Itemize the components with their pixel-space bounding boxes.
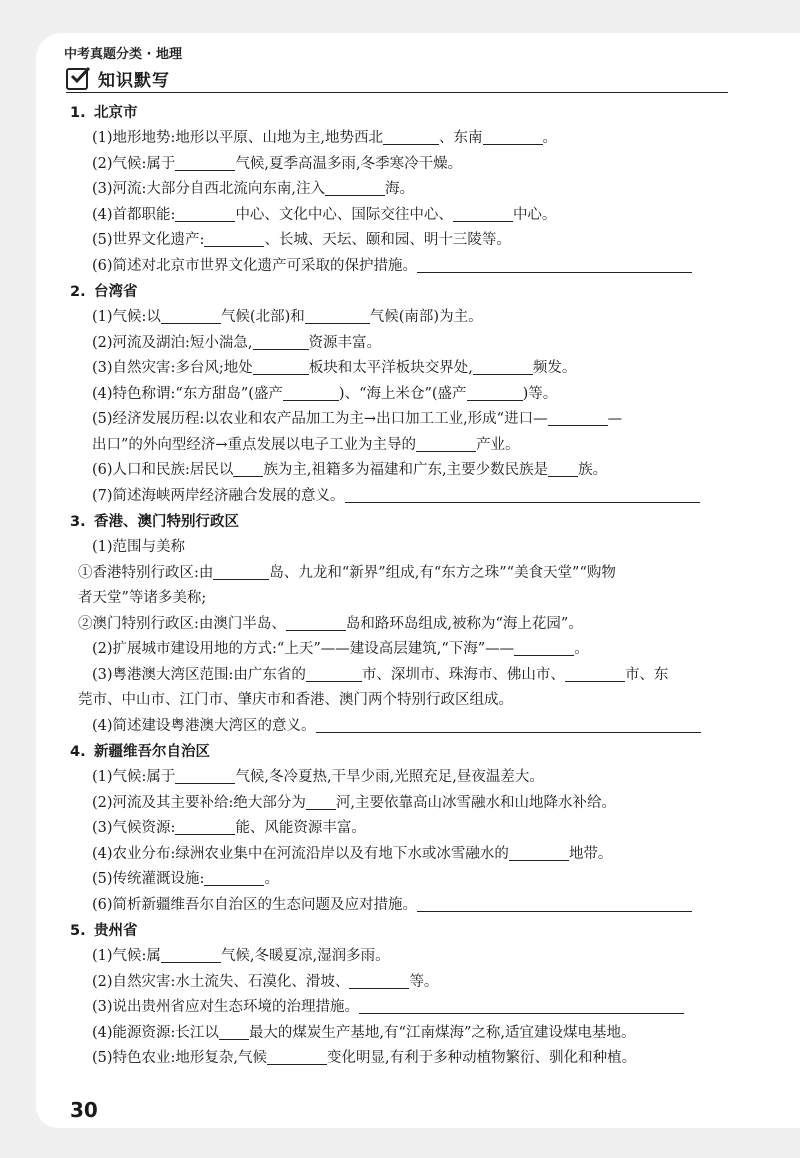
- question-2-4: (4)特色称谓:“东方甜岛”(盛产 )、“海上米仓”(盛产 )等。: [92, 385, 558, 402]
- question-3-1-macau: ②澳门特别行政区:由澳门半岛、 岛和路环岛组成,被称为“海上花园”。: [78, 615, 583, 632]
- answer-blank[interactable]: [548, 460, 578, 477]
- answer-line[interactable]: [417, 895, 692, 912]
- question-5-5: (5)特色农业:地形复杂,气候 变化明显,有利于多种动植物繁衍、驯化和种植。: [92, 1050, 637, 1066]
- question-1-4: (4)首都职能: 中心、文化中心、国际交往中心、 中心。: [92, 206, 557, 223]
- answer-blank[interactable]: [175, 205, 235, 222]
- answer-blank[interactable]: [267, 1048, 327, 1065]
- question-1-1: (1)地形地势:地形以平原、山地为主,地势西北 、东南 。: [92, 130, 558, 146]
- answer-blank[interactable]: [253, 358, 309, 375]
- answer-blank[interactable]: [473, 358, 533, 375]
- answer-blank[interactable]: [219, 1023, 249, 1040]
- answer-blank[interactable]: [204, 869, 264, 886]
- answer-blank[interactable]: [175, 154, 235, 171]
- answer-line[interactable]: [417, 256, 692, 273]
- question-3-1-hk: ①香港特别行政区:由 岛、九龙和“新界”组成,有“东方之珠”“美食天堂”“购物: [78, 564, 616, 581]
- question-2-2: (2)河流及湖泊:短小湍急, 资源丰富。: [92, 334, 382, 351]
- question-4-4: (4)农业分布:绿洲农业集中在河流沿岸以及有地下水或冰雪融水的 地带。: [92, 845, 613, 862]
- question-5-2: (2)自然灾害:水土流失、石漠化、滑坡、 等。: [92, 973, 439, 990]
- answer-blank[interactable]: [383, 128, 439, 145]
- question-4-3: (3)气候资源: 能、风能资源丰富。: [92, 820, 366, 836]
- answer-blank[interactable]: [565, 665, 625, 682]
- answer-blank[interactable]: [253, 333, 309, 350]
- answer-blank[interactable]: [233, 460, 263, 477]
- answer-blank[interactable]: [467, 384, 523, 401]
- question-2-1: (1)气候:以 气候(北部)和 气候(南部)为主。: [92, 309, 483, 325]
- answer-line[interactable]: [316, 716, 701, 733]
- question-5-3: (3)说出贵州省应对生态环境的治理措施。: [70, 995, 734, 1021]
- section-1-title: 1. 北京市: [70, 105, 138, 121]
- running-header: 中考真题分类 · 地理: [64, 47, 182, 62]
- answer-blank[interactable]: [204, 230, 264, 247]
- section-3-title: 3. 香港、澳门特别行政区: [70, 514, 239, 530]
- answer-blank[interactable]: [325, 179, 385, 196]
- answer-blank[interactable]: [306, 665, 362, 682]
- question-4-1: (1)气候:属于 气候,冬冷夏热,干旱少雨,光照充足,昼夜温差大。: [92, 769, 544, 785]
- question-3-2: (2)扩展城市建设用地的方式:“上天”——建设高层建筑,“下海”—— 。: [92, 641, 589, 657]
- answer-blank[interactable]: [483, 128, 543, 145]
- heading-title: 知识默写: [98, 71, 170, 91]
- checkbox-check-icon: [66, 68, 88, 90]
- answer-blank[interactable]: [548, 409, 608, 426]
- question-3-1-hk-cont: 者天堂”等诸多美称;: [78, 590, 207, 606]
- section-2-title: 2. 台湾省: [70, 284, 138, 300]
- answer-blank[interactable]: [175, 818, 235, 835]
- answer-blank[interactable]: [286, 614, 346, 631]
- answer-blank[interactable]: [514, 639, 574, 656]
- section-5-title: 5. 贵州省: [70, 923, 138, 939]
- answer-blank[interactable]: [416, 435, 476, 452]
- section-4-title: 4. 新疆维吾尔自治区: [70, 744, 210, 760]
- answer-blank[interactable]: [509, 844, 569, 861]
- question-4-5: (5)传统灌溉设施: 。: [92, 871, 279, 887]
- question-2-7: (7)简述海峡两岸经济融合发展的意义。: [70, 484, 734, 510]
- question-5-1: (1)气候:属 气候,冬暖夏凉,湿润多雨。: [92, 948, 390, 964]
- exercise-content: [70, 100, 734, 1072]
- answer-blank[interactable]: [161, 307, 221, 324]
- question-5-4: (4)能源资源:长江以 最大的煤炭生产基地,有“江南煤海”之称,适宜建设煤电基地。: [92, 1024, 636, 1041]
- question-3-4: (4)简述建设粤港澳大湾区的意义。: [70, 714, 734, 740]
- answer-blank[interactable]: [306, 793, 336, 810]
- question-4-6: (6)简析新疆维吾尔自治区的生态问题及应对措施。: [70, 893, 734, 919]
- answer-blank[interactable]: [213, 563, 269, 580]
- question-2-6: (6)人口和民族:居民以 族为主,祖籍多为福建和广东,主要少数民族是 族。: [92, 462, 608, 478]
- answer-blank[interactable]: [453, 205, 513, 222]
- answer-blank[interactable]: [175, 767, 235, 784]
- page-number: 30: [70, 1098, 98, 1122]
- answer-line[interactable]: [359, 997, 684, 1014]
- answer-blank[interactable]: [283, 384, 339, 401]
- question-1-6: (6)简述对北京市世界文化遗产可采取的保护措施。: [70, 254, 734, 280]
- section-heading: [66, 64, 728, 93]
- question-4-2: (2)河流及其主要补给:绝大部分为 河,主要依靠高山冰雪融水和山地降水补给。: [92, 794, 617, 811]
- question-2-5: (5)经济发展历程:以农业和农产品加工为主→出口加工工业,形成“进口— —: [92, 411, 623, 427]
- answer-line[interactable]: [345, 486, 700, 503]
- question-1-3: (3)河流:大部分自西北流向东南,注入 海。: [92, 181, 415, 197]
- answer-blank[interactable]: [349, 972, 409, 989]
- question-2-5-cont: 出口”的外向型经济→重点发展以电子工业为主导的 产业。: [92, 436, 520, 453]
- question-2-3: (3)自然灾害:多台风;地处 板块和太平洋板块交界处, 频发。: [92, 360, 577, 376]
- question-3-3: (3)粤港澳大湾区范围:由广东省的 市、深圳市、珠海市、佛山市、 市、东: [92, 666, 669, 683]
- question-1-5: (5)世界文化遗产: 、长城、天坛、颐和园、明十三陵等。: [92, 232, 511, 248]
- answer-blank[interactable]: [305, 307, 370, 324]
- question-3-1: (1)范围与美称: [92, 539, 186, 555]
- answer-blank[interactable]: [161, 946, 221, 963]
- question-1-2: (2)气候:属于 气候,夏季高温多雨,冬季寒冷干燥。: [92, 155, 463, 172]
- question-3-3-cont: 莞市、中山市、江门市、肇庆市和香港、澳门两个特别行政区组成。: [78, 692, 513, 708]
